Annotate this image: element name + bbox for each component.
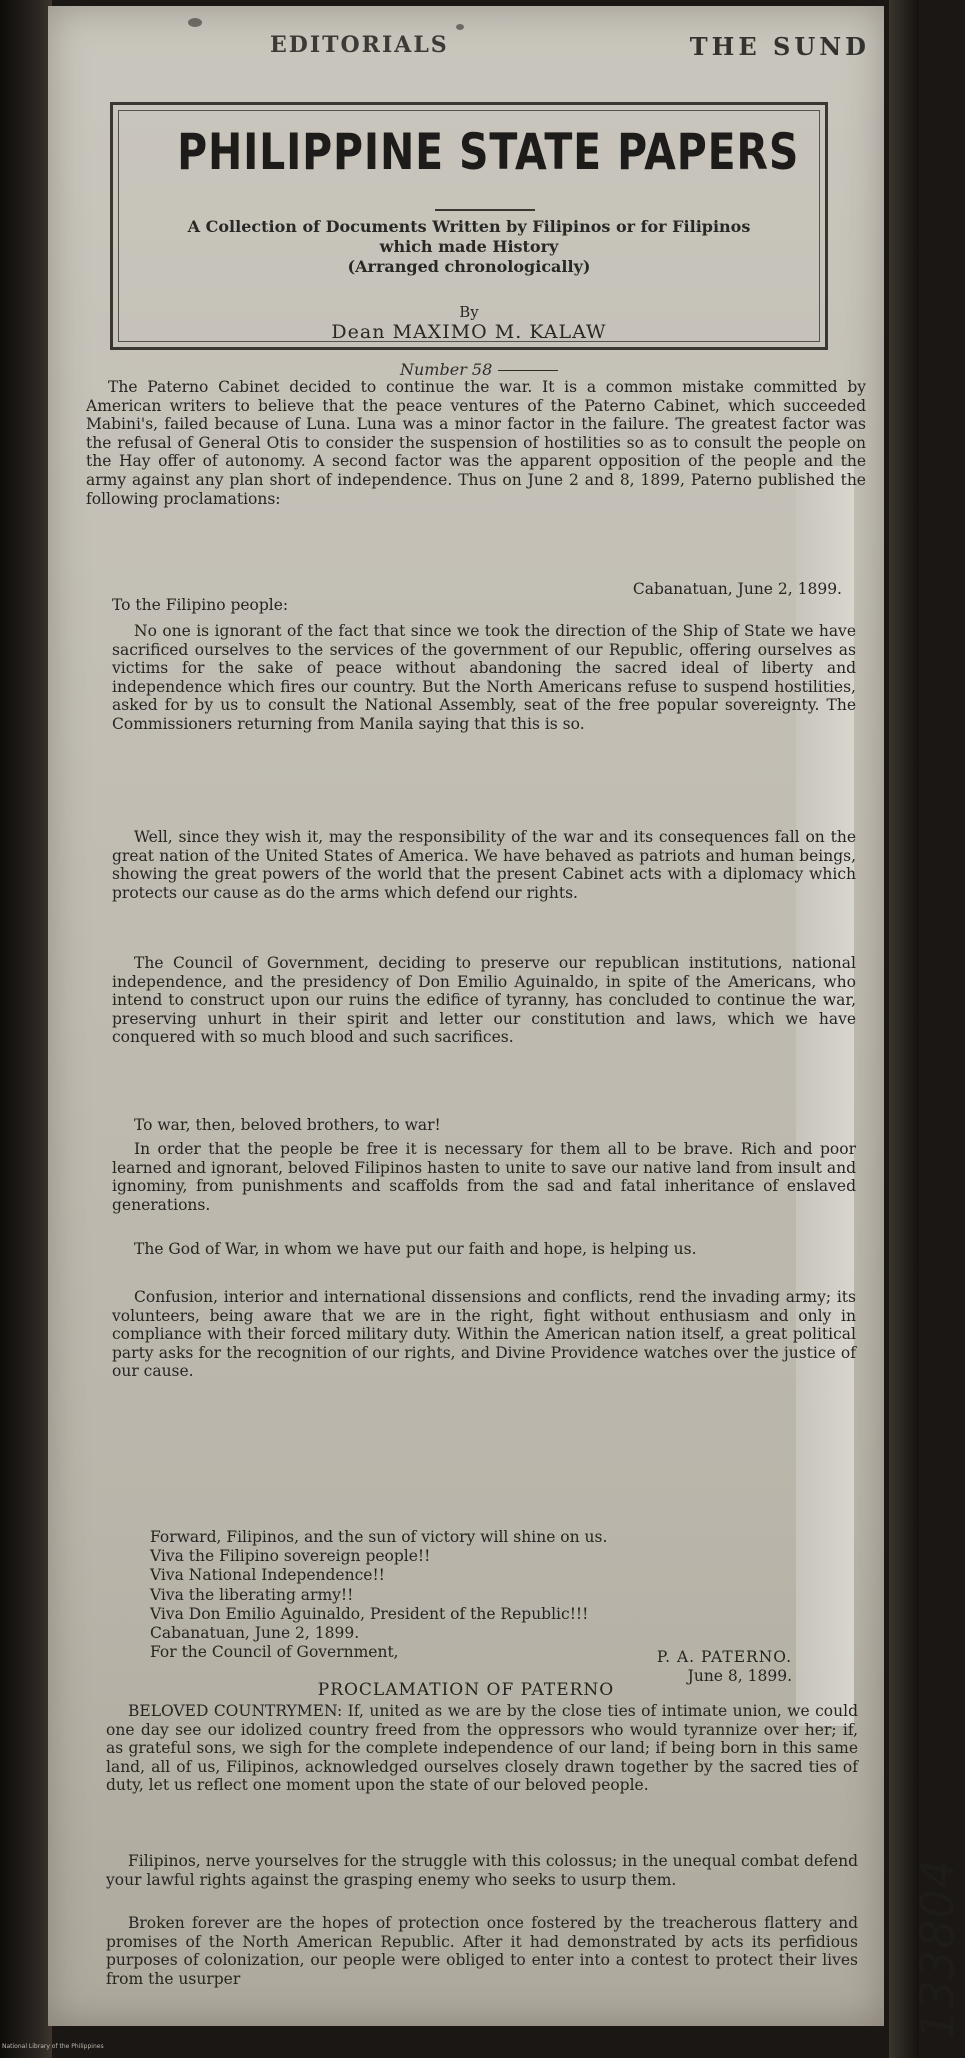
title-rule	[435, 209, 535, 211]
newspaper-name: THE SUND	[689, 32, 870, 61]
body-paragraph: Well, since they wish it, may the responsibility of the war and its consequences fall on the great nation of the United States of America. We have behaved as patriots and human beings, showing the great powers of the world that the present Cabinet acts with a diplomacy which protects our cause as do the arms which defend our rights.	[112, 828, 856, 902]
byline-author: Dean MAXIMO M. KALAW	[331, 321, 607, 343]
ink-stain	[188, 18, 202, 27]
closing-lines	[150, 1528, 810, 1662]
byline-by: By	[459, 303, 479, 321]
library-credit: National Library of the Philippines	[2, 2043, 104, 2050]
page-edge-shadow	[889, 0, 919, 2058]
closing-line: For the Council of Government,	[150, 1643, 399, 1662]
article-number: Number 58	[400, 360, 558, 379]
subtitle-line: which made History	[379, 237, 559, 256]
body-paragraph: The God of War, in whom we have put our faith and hope, is helping us.	[134, 1240, 697, 1258]
newspaper-page	[48, 6, 884, 2026]
dateline: Cabanatuan, June 2, 1899.	[632, 580, 842, 598]
body-paragraph: No one is ignorant of the fact that since we took the direction of the Ship of State we have sacrificed ourselves to the services of the government of our Republic, offering ourselves as victims for the sake of peace without abandoning the sacred ideal of liberty and independence which fires our country. But the North Americans refuse to suspend hostilities, asked for by us to consult the National Assembly, seat of the free popular sovereignty. The Commissioners returning from Manila saying that this is so.	[112, 622, 856, 733]
subtitle-line: A Collection of Documents Written by Filipinos or for Filipinos	[187, 217, 751, 236]
byline	[113, 303, 825, 343]
closing-line: Viva the liberating army!!	[150, 1585, 354, 1604]
closing-line: Viva National Independence!!	[150, 1566, 385, 1585]
section-label: EDITORIALS	[270, 32, 449, 58]
article-intro: The Paterno Cabinet decided to continue the war. It is a common mistake committed by American writers to believe that the peace ventures of the Paterno Cabinet, which succeeded Mabini's, failed because of Luna. Luna was a minor factor in the failure. The greatest factor was the refusal of General Otis to consider the suspension of hostilities so as to consult the people on the Hay offer of autonomy. A second factor was the apparent opposition of the people and the army against any plan short of independence. Thus on June 2 and 8, 1899, Paterno published the following proclamations:	[86, 378, 866, 508]
signature-date: June 8, 1899.	[687, 1667, 792, 1685]
closing-line: Viva the Filipino sovereign people!!	[150, 1547, 431, 1566]
body-paragraph: In order that the people be free it is necessary for them all to be brave. Rich and poor learned and ignorant, beloved Filipinos hasten to unite to save our native land from insult and ignominy, from punishments and scaffolds from the sad and fatal inheritance of enslaved generations.	[112, 1140, 856, 1214]
binding-edge	[0, 0, 52, 2058]
signature-name: P. A. PATERNO.	[656, 1648, 792, 1666]
ink-stain	[456, 24, 464, 30]
handwritten-catalog-number: 133804	[911, 1858, 965, 2040]
salutation: To the Filipino people:	[112, 596, 289, 614]
proclamation-paragraph: Broken forever are the hopes of protection once fostered by the treacherous flattery and promises of the North American Republic. After it had demonstrated by acts its perfidious purposes of colonization, our people were obliged to enter into a contest to protect their lives from the usurper	[106, 1914, 858, 1988]
closing-line: Viva Don Emilio Aguinaldo, President of the Republic!!!	[150, 1604, 589, 1623]
salutation-row	[112, 580, 852, 614]
closing-line: Forward, Filipinos, and the sun of victory will shine on us.	[150, 1528, 608, 1546]
subtitle-line: (Arranged chronologically)	[347, 257, 591, 276]
main-title: PHILIPPINE STATE PAPERS	[177, 123, 800, 181]
body-paragraph: Confusion, interior and international dissensions and conflicts, rend the invading army; its volunteers, being aware that we are in the right, fight without enthusiasm and only in compliance with their forced military duty. Within the American nation itself, a great political party asks for the recognition of our rights, and Divine Providence watches over the justice of our cause.	[112, 1288, 856, 1381]
proclamation-title: PROCLAMATION OF PATERNO	[317, 1680, 615, 1700]
subtitle	[113, 217, 825, 277]
title-box	[110, 102, 828, 350]
proclamation-paragraph: BELOVED COUNTRYMEN: If, united as we are by the close ties of intimate union, we could one day see our idolized country freed from the oppressors who would tyrannize over her; if, as grateful sons, we sigh for the complete independence of our land; if being born in this same land, all of us, Filipinos, acknowledged ourselves closely drawn together by the sacred ties of duty, let us reflect one moment upon the state of our beloved people.	[106, 1702, 858, 1795]
closing-line: Cabanatuan, June 2, 1899.	[150, 1624, 360, 1643]
proclamation-paragraph: Filipinos, nerve yourselves for the struggle with this colossus; in the unequal combat defend your lawful rights against the grasping enemy who seeks to usurp them.	[106, 1852, 858, 1889]
page-header	[48, 20, 884, 70]
body-paragraph: The Council of Government, deciding to preserve our republican institutions, national independence, and the presidency of Don Emilio Aguinaldo, in spite of the Americans, who intend to construct upon our ruins the edifice of tyranny, has concluded to continue the war, preserving unhurt in their spirit and letter our constitution and laws, which we have conquered with so much blood and such sacrifices.	[112, 954, 856, 1047]
body-paragraph: To war, then, beloved brothers, to war!	[134, 1116, 441, 1134]
